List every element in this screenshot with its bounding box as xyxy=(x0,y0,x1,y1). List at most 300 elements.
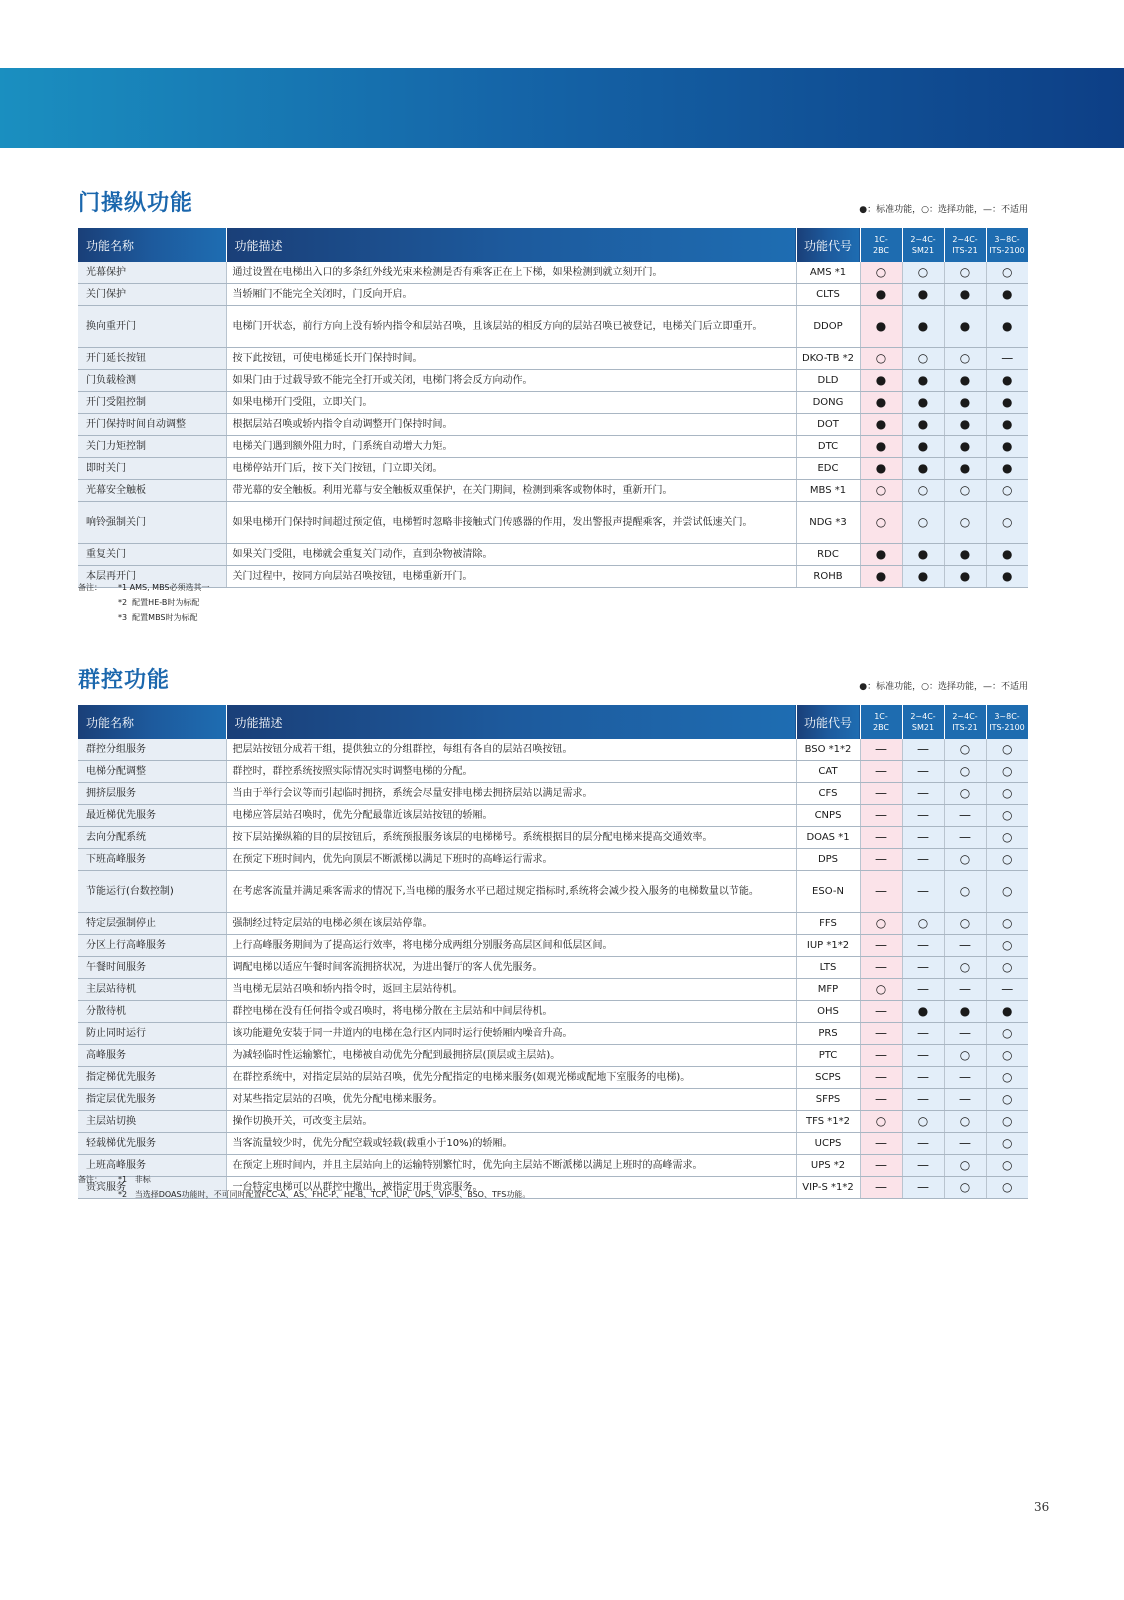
availability-mark: — xyxy=(860,827,902,849)
availability-mark: ○ xyxy=(944,1155,986,1177)
header-model-2: 2~4C- SM21 xyxy=(902,228,944,262)
function-name-cell: 贵宾服务 xyxy=(78,1177,226,1199)
note-label xyxy=(78,610,118,625)
availability-mark: ○ xyxy=(944,957,986,979)
function-name-cell: 本层再开门 xyxy=(78,566,226,588)
header-function-desc: 功能描述 xyxy=(226,705,796,739)
function-name-cell: 分区上行高峰服务 xyxy=(78,935,226,957)
function-name-cell: 去向分配系统 xyxy=(78,827,226,849)
table-header-row xyxy=(78,228,1028,262)
function-code-cell: DKO-TB *2 xyxy=(796,348,860,370)
availability-mark: ○ xyxy=(986,1177,1028,1199)
availability-mark: ○ xyxy=(986,827,1028,849)
table-row xyxy=(78,957,1028,979)
function-name-cell: 响铃强制关门 xyxy=(78,502,226,544)
function-code-cell: IUP *1*2 xyxy=(796,935,860,957)
function-desc-cell: 上行高峰服务期间为了提高运行效率，将电梯分成两组分别服务高层区间和低层区间。 xyxy=(226,935,796,957)
availability-mark: ● xyxy=(860,392,902,414)
note-label: 备注： xyxy=(78,1175,102,1184)
function-name-cell: 光幕安全触板 xyxy=(78,480,226,502)
table-row xyxy=(78,1067,1028,1089)
availability-mark: — xyxy=(902,979,944,1001)
availability-mark: — xyxy=(902,1067,944,1089)
availability-mark: — xyxy=(944,805,986,827)
availability-mark: ● xyxy=(944,566,986,588)
availability-mark: ○ xyxy=(986,1155,1028,1177)
availability-mark: — xyxy=(944,1089,986,1111)
function-code-cell: UCPS xyxy=(796,1133,860,1155)
table-row xyxy=(78,306,1028,348)
availability-mark: ○ xyxy=(986,849,1028,871)
availability-mark: ○ xyxy=(986,935,1028,957)
availability-mark: — xyxy=(860,1155,902,1177)
availability-mark: ○ xyxy=(860,348,902,370)
availability-mark: — xyxy=(860,1023,902,1045)
availability-mark: ● xyxy=(986,544,1028,566)
function-name-cell: 开门保持时间自动调整 xyxy=(78,414,226,436)
function-desc-cell: 带光幕的安全触板。利用光幕与安全触板双重保护，在关门期间，检测到乘客或物体时，重新开门。 xyxy=(226,480,796,502)
function-name-cell: 下班高峰服务 xyxy=(78,849,226,871)
function-code-cell: CAT xyxy=(796,761,860,783)
availability-mark: ○ xyxy=(860,502,902,544)
availability-mark: ● xyxy=(860,544,902,566)
group-notes xyxy=(78,1172,530,1202)
function-code-cell: SFPS xyxy=(796,1089,860,1111)
header-model-1: 1C- 2BC xyxy=(860,228,902,262)
function-desc-cell: 对某些指定层站的召唤，优先分配电梯来服务。 xyxy=(226,1089,796,1111)
legend-door: ●：标准功能，○：选择功能，—：不适用 xyxy=(859,205,1028,215)
availability-mark: ● xyxy=(860,370,902,392)
function-code-cell: SCPS xyxy=(796,1067,860,1089)
availability-mark: ● xyxy=(902,284,944,306)
availability-mark: ○ xyxy=(860,979,902,1001)
availability-mark: ○ xyxy=(986,502,1028,544)
availability-mark: ● xyxy=(986,306,1028,348)
availability-mark: ● xyxy=(986,1001,1028,1023)
function-code-cell: DOAS *1 xyxy=(796,827,860,849)
availability-mark: ● xyxy=(986,436,1028,458)
availability-mark: — xyxy=(860,1067,902,1089)
function-code-cell: PTC xyxy=(796,1045,860,1067)
availability-mark: — xyxy=(944,1067,986,1089)
function-desc-cell: 如果电梯开门保持时间超过预定值，电梯暂时忽略非接触式门传感器的作用，发出警报声提醒乘客，并尝试低速关门。 xyxy=(226,502,796,544)
function-name-cell: 特定层强制停止 xyxy=(78,913,226,935)
availability-mark: — xyxy=(902,1089,944,1111)
availability-mark: ● xyxy=(902,566,944,588)
function-desc-cell: 在预定下班时间内，优先向顶层不断派梯以满足下班时的高峰运行需求。 xyxy=(226,849,796,871)
door-table-body xyxy=(78,262,1028,588)
availability-mark: ○ xyxy=(902,502,944,544)
availability-mark: ○ xyxy=(944,761,986,783)
function-code-cell: VIP-S *1*2 xyxy=(796,1177,860,1199)
function-desc-cell: 群控电梯在没有任何指令或召唤时，将电梯分散在主层站和中间层待机。 xyxy=(226,1001,796,1023)
function-desc-cell: 关门过程中，按同方向层站召唤按钮，电梯重新开门。 xyxy=(226,566,796,588)
function-desc-cell: 一台特定电梯可以从群控中撤出，被指定用于贵宾服务。 xyxy=(226,1177,796,1199)
availability-mark: ○ xyxy=(944,739,986,761)
availability-mark: — xyxy=(902,1177,944,1199)
function-name-cell: 轻载梯优先服务 xyxy=(78,1133,226,1155)
function-desc-cell: 在预定上班时间内，并且主层站向上的运输特别繁忙时，优先向主层站不断派梯以满足上班时的高峰需求。 xyxy=(226,1155,796,1177)
table-row xyxy=(78,566,1028,588)
table-row xyxy=(78,783,1028,805)
availability-mark: ● xyxy=(944,370,986,392)
function-code-cell: FFS xyxy=(796,913,860,935)
availability-mark: — xyxy=(902,935,944,957)
availability-mark: ● xyxy=(944,392,986,414)
header-model-3: 2~4C- ITS-21 xyxy=(944,705,986,739)
function-code-cell: AMS *1 xyxy=(796,262,860,284)
header-function-code: 功能代号 xyxy=(796,705,860,739)
function-name-cell: 指定层优先服务 xyxy=(78,1089,226,1111)
note-label: 备注： xyxy=(78,583,102,592)
availability-mark: ● xyxy=(944,458,986,480)
header-model-1: 1C- 2BC xyxy=(860,705,902,739)
availability-mark: ○ xyxy=(944,262,986,284)
function-code-cell: ROHB xyxy=(796,566,860,588)
availability-mark: — xyxy=(860,871,902,913)
availability-mark: ● xyxy=(860,284,902,306)
availability-mark: ○ xyxy=(944,1177,986,1199)
availability-mark: ● xyxy=(944,1001,986,1023)
section-title-group: 群控功能 xyxy=(78,668,171,693)
table-row xyxy=(78,284,1028,306)
section-title-door: 门操纵功能 xyxy=(78,191,194,216)
table-header-row xyxy=(78,705,1028,739)
availability-mark: ● xyxy=(902,414,944,436)
availability-mark: — xyxy=(902,783,944,805)
availability-mark: — xyxy=(860,783,902,805)
function-name-cell: 上班高峰服务 xyxy=(78,1155,226,1177)
availability-mark: ● xyxy=(986,414,1028,436)
function-desc-cell: 电梯门开状态，前行方向上没有轿内指令和层站召唤，且该层站的相反方向的层站召唤已被登记，电梯关门后立即重开。 xyxy=(226,306,796,348)
availability-mark: ○ xyxy=(986,1023,1028,1045)
table-row xyxy=(78,1089,1028,1111)
function-name-cell: 群控分组服务 xyxy=(78,739,226,761)
function-name-cell: 分散待机 xyxy=(78,1001,226,1023)
function-desc-cell: 电梯停站开门后，按下关门按钮，门立即关闭。 xyxy=(226,458,796,480)
function-desc-cell: 把层站按钮分成若干组，提供独立的分组群控，每组有各自的层站召唤按钮。 xyxy=(226,739,796,761)
table-row xyxy=(78,761,1028,783)
availability-mark: ● xyxy=(986,370,1028,392)
function-desc-cell: 群控时，群控系统按照实际情况实时调整电梯的分配。 xyxy=(226,761,796,783)
availability-mark: ○ xyxy=(986,871,1028,913)
group-table-body xyxy=(78,739,1028,1199)
availability-mark: — xyxy=(902,871,944,913)
function-name-cell: 开门受阻控制 xyxy=(78,392,226,414)
availability-mark: — xyxy=(944,979,986,1001)
function-desc-cell: 如果电梯开门受阻，立即关门。 xyxy=(226,392,796,414)
availability-mark: ○ xyxy=(986,783,1028,805)
availability-mark: ● xyxy=(944,436,986,458)
availability-mark: ○ xyxy=(944,783,986,805)
function-name-cell: 防止同时运行 xyxy=(78,1023,226,1045)
availability-mark: ○ xyxy=(986,1089,1028,1111)
note-text: *2 配置HE-B时为标配 xyxy=(118,598,200,607)
availability-mark: ● xyxy=(860,414,902,436)
door-function-table xyxy=(78,228,1029,588)
function-code-cell: PRS xyxy=(796,1023,860,1045)
availability-mark: ● xyxy=(902,436,944,458)
availability-mark: — xyxy=(860,957,902,979)
legend-group: ●：标准功能，○：选择功能，—：不适用 xyxy=(859,682,1028,692)
note-row xyxy=(78,1172,530,1187)
availability-mark: ● xyxy=(986,458,1028,480)
function-name-cell: 主层站切换 xyxy=(78,1111,226,1133)
availability-mark: ○ xyxy=(944,348,986,370)
availability-mark: ● xyxy=(986,284,1028,306)
function-desc-cell: 当客流量较少时，优先分配空载或轻载(载重小于10%)的轿厢。 xyxy=(226,1133,796,1155)
function-name-cell: 关门力矩控制 xyxy=(78,436,226,458)
availability-mark: ● xyxy=(986,392,1028,414)
availability-mark: ● xyxy=(902,544,944,566)
availability-mark: ● xyxy=(902,458,944,480)
note-label xyxy=(78,595,118,610)
table-row xyxy=(78,480,1028,502)
function-desc-cell: 该功能避免安装于同一井道内的电梯在急行区内同时运行使轿厢内噪音升高。 xyxy=(226,1023,796,1045)
table-row xyxy=(78,1045,1028,1067)
table-row xyxy=(78,458,1028,480)
header-model-3: 2~4C- ITS-21 xyxy=(944,228,986,262)
header-model-4: 3~8C- ITS-2100 xyxy=(986,705,1028,739)
function-desc-cell: 当电梯无层站召唤和轿内指令时，返回主层站待机。 xyxy=(226,979,796,1001)
table-row xyxy=(78,739,1028,761)
availability-mark: ○ xyxy=(860,262,902,284)
availability-mark: ● xyxy=(944,284,986,306)
function-code-cell: DOT xyxy=(796,414,860,436)
note-label xyxy=(78,1187,118,1202)
availability-mark: — xyxy=(986,348,1028,370)
table-row xyxy=(78,370,1028,392)
table-row xyxy=(78,414,1028,436)
function-code-cell: DPS xyxy=(796,849,860,871)
function-code-cell: OHS xyxy=(796,1001,860,1023)
note-row xyxy=(78,595,210,610)
availability-mark: ○ xyxy=(986,1067,1028,1089)
table-row xyxy=(78,1133,1028,1155)
function-name-cell: 即时关门 xyxy=(78,458,226,480)
function-desc-cell: 强制经过特定层站的电梯必须在该层站停靠。 xyxy=(226,913,796,935)
availability-mark: ○ xyxy=(902,348,944,370)
function-name-cell: 最近梯优先服务 xyxy=(78,805,226,827)
function-name-cell: 电梯分配调整 xyxy=(78,761,226,783)
function-name-cell: 拥挤层服务 xyxy=(78,783,226,805)
availability-mark: ○ xyxy=(902,480,944,502)
function-code-cell: TFS *1*2 xyxy=(796,1111,860,1133)
table-row xyxy=(78,1001,1028,1023)
function-desc-cell: 通过设置在电梯出入口的多条红外线光束来检测是否有乘客正在上下梯，如果检测到就立刻开门。 xyxy=(226,262,796,284)
availability-mark: ● xyxy=(902,392,944,414)
door-notes xyxy=(78,580,210,625)
availability-mark: — xyxy=(860,935,902,957)
availability-mark: — xyxy=(902,957,944,979)
function-code-cell: DTC xyxy=(796,436,860,458)
function-code-cell: ESO-N xyxy=(796,871,860,913)
function-desc-cell: 调配电梯以适应午餐时间客流拥挤状况，为进出餐厅的客人优先服务。 xyxy=(226,957,796,979)
availability-mark: ● xyxy=(860,566,902,588)
availability-mark: ○ xyxy=(902,913,944,935)
table-row xyxy=(78,979,1028,1001)
note-text: *2 当选择DOAS功能时，不可同时配置FCC-A、AS、FHC-P、HE-B、TCP、IUP、UPS、VIP-S、BSO、TFS功能。 xyxy=(118,1190,531,1199)
table-row xyxy=(78,849,1028,871)
availability-mark: ○ xyxy=(986,1133,1028,1155)
availability-mark: — xyxy=(902,1023,944,1045)
availability-mark: — xyxy=(860,805,902,827)
function-code-cell: CLTS xyxy=(796,284,860,306)
table-row xyxy=(78,827,1028,849)
table-row xyxy=(78,392,1028,414)
function-code-cell: CFS xyxy=(796,783,860,805)
availability-mark: ● xyxy=(902,306,944,348)
availability-mark: — xyxy=(860,1045,902,1067)
availability-mark: — xyxy=(902,805,944,827)
availability-mark: — xyxy=(860,1001,902,1023)
availability-mark: ○ xyxy=(944,849,986,871)
availability-mark: ○ xyxy=(860,1111,902,1133)
availability-mark: — xyxy=(860,1133,902,1155)
availability-mark: ○ xyxy=(902,1111,944,1133)
table-row xyxy=(78,1111,1028,1133)
function-desc-cell: 操作切换开关，可改变主层站。 xyxy=(226,1111,796,1133)
function-desc-cell: 为减轻临时性运输繁忙，电梯被自动优先分配到最拥挤层(顶层或主层站)。 xyxy=(226,1045,796,1067)
availability-mark: ○ xyxy=(944,1045,986,1067)
availability-mark: ○ xyxy=(944,480,986,502)
availability-mark: — xyxy=(986,979,1028,1001)
availability-mark: ○ xyxy=(944,502,986,544)
header-function-name: 功能名称 xyxy=(78,228,226,262)
function-name-cell: 午餐时间服务 xyxy=(78,957,226,979)
table-row xyxy=(78,913,1028,935)
function-code-cell: NDG *3 xyxy=(796,502,860,544)
table-row xyxy=(78,1023,1028,1045)
availability-mark: — xyxy=(902,827,944,849)
availability-mark: — xyxy=(944,827,986,849)
note-text: *1 非标 xyxy=(118,1175,151,1184)
function-name-cell: 主层站待机 xyxy=(78,979,226,1001)
availability-mark: — xyxy=(902,1045,944,1067)
function-name-cell: 指定梯优先服务 xyxy=(78,1067,226,1089)
availability-mark: — xyxy=(860,1089,902,1111)
availability-mark: ○ xyxy=(944,1111,986,1133)
note-text: *1 AMS, MBS必须选其一 xyxy=(118,583,210,592)
availability-mark: — xyxy=(860,761,902,783)
availability-mark: ● xyxy=(944,306,986,348)
availability-mark: ○ xyxy=(860,480,902,502)
availability-mark: ○ xyxy=(986,262,1028,284)
function-name-cell: 节能运行(台数控制) xyxy=(78,871,226,913)
table-row xyxy=(78,262,1028,284)
availability-mark: ● xyxy=(860,306,902,348)
availability-mark: — xyxy=(860,1177,902,1199)
availability-mark: — xyxy=(902,1155,944,1177)
header-function-desc: 功能描述 xyxy=(226,228,796,262)
table-row xyxy=(78,805,1028,827)
availability-mark: ○ xyxy=(986,805,1028,827)
function-desc-cell: 电梯关门遇到额外阻力时，门系统自动增大力矩。 xyxy=(226,436,796,458)
function-code-cell: LTS xyxy=(796,957,860,979)
header-model-4: 3~8C- ITS-2100 xyxy=(986,228,1028,262)
function-desc-cell: 如果门由于过载导致不能完全打开或关闭，电梯门将会反方向动作。 xyxy=(226,370,796,392)
table-row xyxy=(78,436,1028,458)
function-code-cell: MFP xyxy=(796,979,860,1001)
availability-mark: — xyxy=(860,849,902,871)
note-text: *3 配置MBS时为标配 xyxy=(118,613,198,622)
function-desc-cell: 电梯应答层站召唤时，优先分配最靠近该层站按钮的轿厢。 xyxy=(226,805,796,827)
availability-mark: ● xyxy=(902,1001,944,1023)
function-name-cell: 门负载检测 xyxy=(78,370,226,392)
availability-mark: — xyxy=(860,739,902,761)
note-row xyxy=(78,580,210,595)
function-name-cell: 高峰服务 xyxy=(78,1045,226,1067)
availability-mark: — xyxy=(944,1133,986,1155)
availability-mark: ○ xyxy=(986,739,1028,761)
availability-mark: ○ xyxy=(986,913,1028,935)
availability-mark: ● xyxy=(944,544,986,566)
availability-mark: ○ xyxy=(944,913,986,935)
function-code-cell: DLD xyxy=(796,370,860,392)
function-desc-cell: 按下层站操纵箱的目的层按钮后，系统预报服务该层的电梯梯号。系统根据目的层分配电梯来提高交通效率。 xyxy=(226,827,796,849)
availability-mark: ○ xyxy=(986,480,1028,502)
function-code-cell: MBS *1 xyxy=(796,480,860,502)
function-desc-cell: 根据层站召唤或轿内指令自动调整开门保持时间。 xyxy=(226,414,796,436)
function-name-cell: 关门保护 xyxy=(78,284,226,306)
function-desc-cell: 在群控系统中，对指定层站的层站召唤，优先分配指定的电梯来服务(如观光梯或配地下室服务的电梯)。 xyxy=(226,1067,796,1089)
function-name-cell: 重复关门 xyxy=(78,544,226,566)
availability-mark: — xyxy=(902,739,944,761)
availability-mark: ● xyxy=(860,458,902,480)
availability-mark: ○ xyxy=(986,957,1028,979)
availability-mark: ○ xyxy=(944,871,986,913)
availability-mark: ○ xyxy=(860,913,902,935)
function-code-cell: CNPS xyxy=(796,805,860,827)
group-function-table xyxy=(78,705,1029,1199)
function-name-cell: 开门延长按钮 xyxy=(78,348,226,370)
header-model-2: 2~4C- SM21 xyxy=(902,705,944,739)
header-function-code: 功能代号 xyxy=(796,228,860,262)
note-row xyxy=(78,610,210,625)
availability-mark: ○ xyxy=(986,1111,1028,1133)
availability-mark: ○ xyxy=(986,761,1028,783)
function-code-cell: DONG xyxy=(796,392,860,414)
header-function-name: 功能名称 xyxy=(78,705,226,739)
function-desc-cell: 如果关门受阻，电梯就会重复关门动作，直到杂物被清除。 xyxy=(226,544,796,566)
header-band xyxy=(0,68,1124,148)
page-number: 36 xyxy=(1034,1500,1050,1514)
function-desc-cell: 当轿厢门不能完全关闭时，门反向开启。 xyxy=(226,284,796,306)
note-row xyxy=(78,1187,530,1202)
availability-mark: ○ xyxy=(902,262,944,284)
availability-mark: — xyxy=(944,935,986,957)
function-desc-cell: 在考虑客流量并满足乘客需求的情况下,当电梯的服务水平已超过规定指标时,系统将会减少投入服务的电梯数量以节能。 xyxy=(226,871,796,913)
function-code-cell: BSO *1*2 xyxy=(796,739,860,761)
function-code-cell: DDOP xyxy=(796,306,860,348)
table-row xyxy=(78,871,1028,913)
function-desc-cell: 当由于举行会议等而引起临时拥挤，系统会尽量安排电梯去拥挤层站以满足需求。 xyxy=(226,783,796,805)
function-name-cell: 换向重开门 xyxy=(78,306,226,348)
table-row xyxy=(78,935,1028,957)
function-code-cell: RDC xyxy=(796,544,860,566)
function-desc-cell: 按下此按钮，可使电梯延长开门保持时间。 xyxy=(226,348,796,370)
availability-mark: ● xyxy=(986,566,1028,588)
table-row xyxy=(78,502,1028,544)
table-row xyxy=(78,348,1028,370)
function-code-cell: EDC xyxy=(796,458,860,480)
availability-mark: — xyxy=(902,1133,944,1155)
availability-mark: ● xyxy=(902,370,944,392)
function-name-cell: 光幕保护 xyxy=(78,262,226,284)
availability-mark: — xyxy=(902,849,944,871)
function-code-cell: UPS *2 xyxy=(796,1155,860,1177)
availability-mark: ○ xyxy=(986,1045,1028,1067)
